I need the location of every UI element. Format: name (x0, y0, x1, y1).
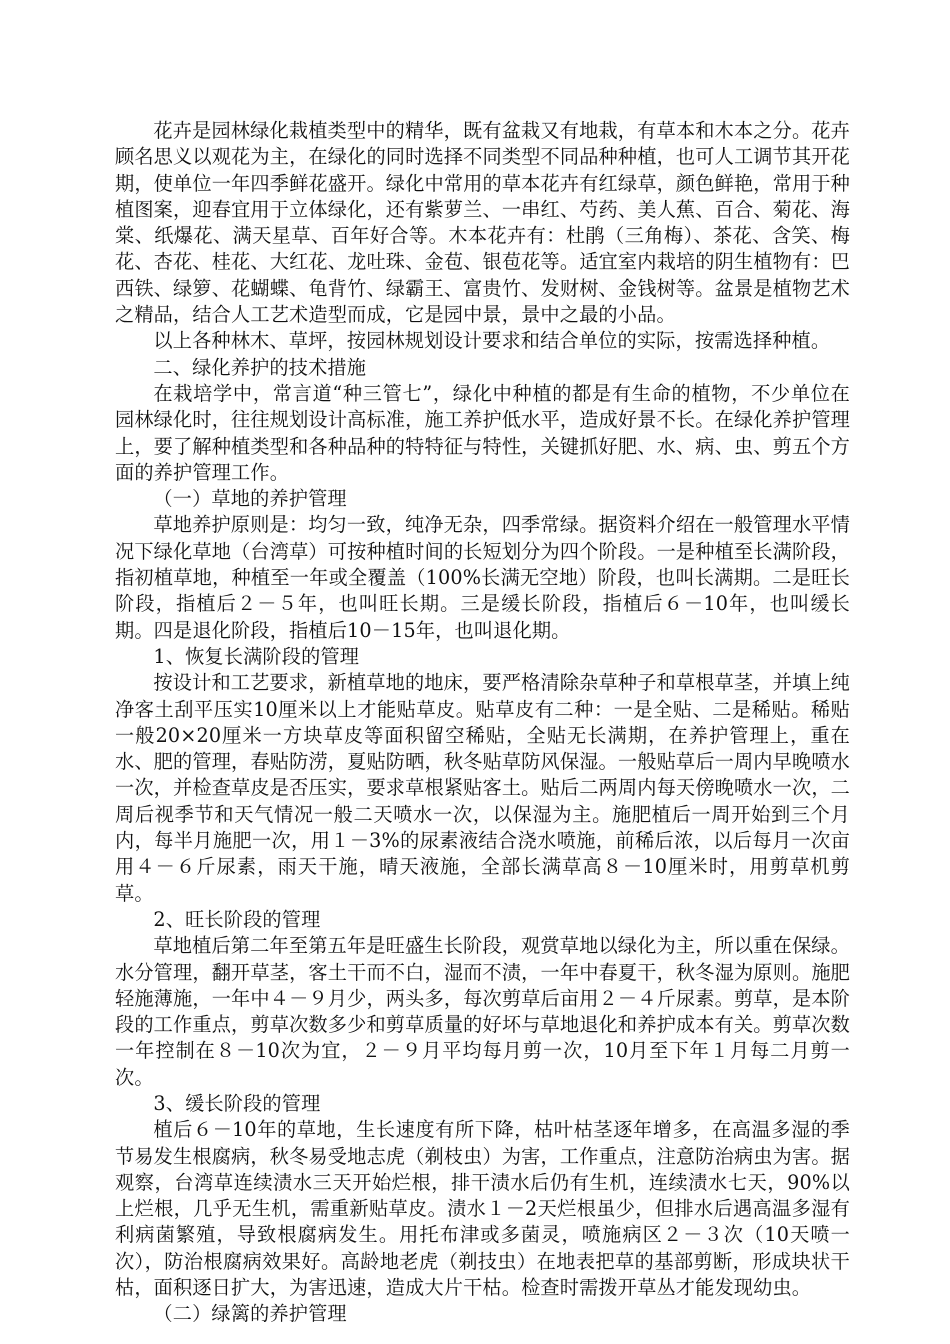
paragraph-stage-2: 草地植后第二年至第五年是旺盛生长阶段，观赏草地以绿化为主，所以重在保绿。水分管理，翻开草茎，客土干而不白，湿而不渍，一年中春夏干，秋冬湿为原则。施肥轻施薄施，一年中４－９月少，两头多，每次剪草后亩用２－４斤尿素。剪草，是本阶段的工作重点，剪草次数多少和剪草质量的好坏与草地退化和养护成本有关。剪草次数一年控制在８－10次为宜，２－９月平均每月剪一次，10月至下年１月每二月剪一次。 (115, 934, 850, 1089)
heading-stage-2: 2、旺长阶段的管理 (153, 907, 321, 931)
heading-hedge-maintenance: （二）绿篱的养护管理 (153, 1302, 347, 1326)
paragraph-stage-3: 植后６－10年的草地，生长速度有所下降，枯叶枯茎逐年增多，在高温多湿的季节易发生根腐病，秋冬易受地志虎（剃枝虫）为害，工作重点，注意防治病虫为害。据观察，台湾草连续渍水三天开始烂根，排干渍水后仍有生机，连续渍水七天，90%以上烂根，几乎无生机，需重新贴草皮。渍水１－2天烂根虽少，但排水后遇高温多湿有利病菌繁殖，导致根腐病发生。用托布津或多菌灵，喷施病区２－３次（10天喷一次），防治根腐病效果好。高龄地老虎（剃技虫）在地表把草的基部剪断，形成块状干枯，面积逐日扩大，为害迅速，造成大片干枯。检查时需拨开草丛才能发现幼虫。 (115, 1118, 850, 1300)
heading-stage-1: 1、恢复长满阶段的管理 (153, 644, 360, 668)
document-body (115, 118, 850, 1328)
heading-grass-maintenance: （一）草地的养护管理 (153, 487, 347, 511)
heading-section-2: 二、绿化养护的技术措施 (153, 355, 367, 379)
paragraph-grass-principles: 草地养护原则是：均匀一致，纯净无杂，四季常绿。据资料介绍在一般管理水平情况下绿化草地（台湾草）可按种植时间的长短划分为四个阶段。一是种植至长满阶段，指初植草地，种植至一年或全覆盖（100%长满无空地）阶段，也叫长满期。二是旺长阶段，指植后２－５年，也叫旺长期。三是缓长阶段，指植后６－10年，也叫缓长期。四是退化阶段，指植后10－15年，也叫退化期。 (115, 513, 850, 642)
paragraph-maintenance-intro: 在栽培学中，常言道“种三管七”，绿化中种植的都是有生命的植物，不少单位在园林绿化时，往往规划设计高标准，施工养护低水平，造成好景不长。在绿化养护管理上，要了解种植类型和各种品种的特特征与特性，关键抓好肥、水、病、虫、剪五个方面的养护管理工作。 (115, 381, 850, 484)
paragraph-flowers: 花卉是园林绿化栽植类型中的精华，既有盆栽又有地栽，有草本和木本之分。花卉顾名思义以观花为主，在绿化的同时选择不同类型不同品种种植，也可人工调节其开花期，使单位一年四季鲜花盛开。绿化中常用的草本花卉有红绿草，颜色鲜艳，常用于种植图案，迎春宜用于立体绿化，还有紫萝兰、一串红、芍药、美人蕉、百合、菊花、海棠、纸爆花、满天星草、百年好合等。木本花卉有：杜鹃（三角梅）、茶花、含笑、梅花、杏花、桂花、大红花、龙吐珠、金苞、银苞花等。适宜室内栽培的阴生植物有：巴西铁、绿箩、花蝴蝶、龟背竹、绿霸王、富贵竹、发财树、金钱树等。盆景是植物艺术之精品，结合人工艺术造型而成，它是园中景，景中之最的小品。 (115, 119, 850, 327)
heading-stage-3: 3、缓长阶段的管理 (153, 1091, 321, 1115)
paragraph-selection: 以上各种林木、草坪，按园林规划设计要求和结合单位的实际，按需选择种植。 (153, 329, 831, 353)
paragraph-stage-1: 按设计和工艺要求，新植草地的地床，要严格清除杂草种子和草根草茎，并填上纯净客土刮平压实10厘米以上才能贴草皮。贴草皮有二种：一是全贴、二是稀贴。稀贴一般20×20厘米一方块草皮等面积留空稀贴，全贴无长满期，在养护管理上，重在水、肥的管理，春贴防涝，夏贴防晒，秋冬贴草防风保湿。一般贴草后一周内早晚喷水一次，并检查草皮是否压实，要求草根紧贴客土。贴后二两周内每天傍晚喷水一次，二周后视季节和天气情况一般二天喷水一次，以保湿为主。施肥植后一周开始到三个月内，每半月施肥一次，用１－3%的尿素液结合浇水喷施，前稀后浓，以后每月一次亩用４－６斤尿素，雨天干施，晴天液施，全部长满草高８－10厘米时，用剪草机剪草。 (115, 671, 850, 905)
